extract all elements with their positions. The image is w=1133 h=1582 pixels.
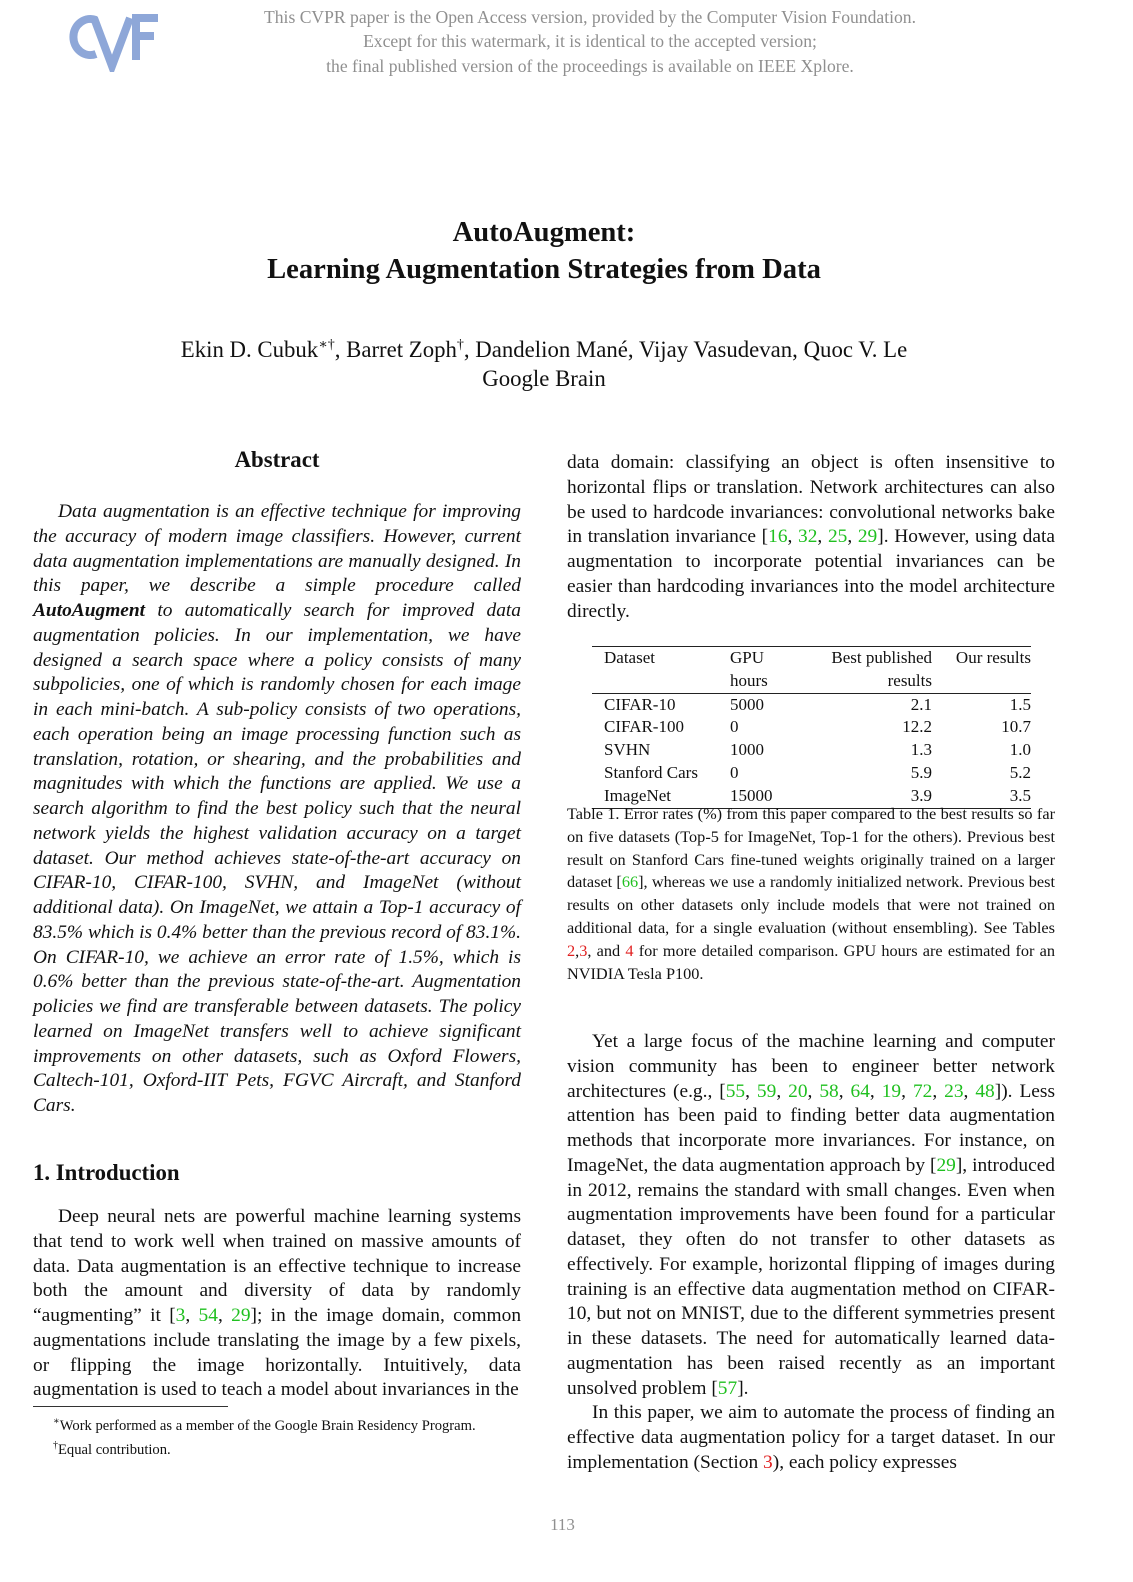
section-ref-link[interactable]: 3 (763, 1451, 773, 1473)
paragraph-text: ], introduced in 2012, remains the standard with small changes. Even when augmentation improvements have been found for a particular dataset, they often do not transfer to other datasets as effectively. For example, horizontal flipping of images during training is an effective data augmentation method on CIFAR-10, but not on MNIST, due to the different symmetries present in these datasets. The need for automatically learned data-augmentation has been raised recently as an important unsolved problem [ (567, 1154, 1056, 1399)
citation-link[interactable]: 29 (857, 526, 878, 548)
column-header: results (790, 670, 932, 693)
citation-link[interactable]: 48 (975, 1080, 995, 1102)
citation-link[interactable]: 57 (717, 1377, 738, 1399)
citation-link[interactable]: 29 (936, 1154, 956, 1176)
abstract-text-part: Data augmentation is an effective technique for improving the accuracy of modern image classifiers. However, current data augmentation implementations are manually designed. In this paper, we describe a simple procedure called (33, 501, 521, 597)
footnote-text: Work performed as a member of the Google Brain Residency Program. (59, 1417, 476, 1434)
citation-link[interactable]: 16 (768, 526, 788, 548)
table-cell: ImageNet (592, 785, 718, 808)
author-mark: ∗† (318, 337, 335, 353)
table-cell: 12.2 (902, 717, 932, 737)
column-header: Our results (932, 647, 1031, 670)
table-cell: SVHN (604, 740, 651, 760)
paper-title (0, 214, 1088, 288)
paragraph-text: Yet a large focus of the machine learning and computer vision community has been to engineer better network architectures (e.g., [ (567, 1031, 1055, 1102)
table-cell: 1.0 (1009, 740, 1031, 760)
section-heading-introduction: 1. Introduction (33, 1160, 180, 1185)
title-line: AutoAugment: (452, 217, 636, 248)
watermark-line: Except for this watermark, it is identical to the accepted version; (363, 31, 817, 52)
author-separator: , (334, 337, 347, 362)
author-block (0, 335, 1088, 393)
right-paragraph: data domain: classifying an object is often insensitive to horizontal flips or translation. Network architectures can also be used to hardcode invariances: convolutional networks bake in translation invariance [16, 32, 25, 29]. However, using data augmentation to incorporate potential invariances can be easier than hardcoding invariances into the model architecture directly. (567, 452, 1055, 622)
right-paragraph: Yet a large focus of the machine learning and computer vision community has been to engineer better network architectures (e.g., [55, 59, 20, 58, 64, 19, 72, 23, 48]). Less attention has been paid to finding better data augmentation methods that incorporate more invariances. For instance, on ImageNet, the data augmentation approach by [29], introduced in 2012, remains the standard with small changes. Even when augmentation improvements have been found for a particular dataset, they often do not transfer to other datasets as effectively. For example, horizontal flipping of images during training is an effective data augmentation method on CIFAR-10, but not on MNIST, due to the different symmetries present in these datasets. The need for automatically learned data-augmentation has been raised recently as an important unsolved problem [57]. (567, 1031, 1056, 1399)
table-cell: 10.7 (1001, 717, 1031, 737)
paragraph-text: Deep neural nets are powerful machine learning systems that tend to work well when trained on massive amounts of data. Data augmentation is an effective technique to increase both the amount and diversity of data by randomly “augmenting” it [ (33, 1206, 521, 1326)
author-names-rest: , Dandelion Mané, Vijay Vasudevan, Quoc V. Le (463, 337, 908, 362)
citation-link[interactable]: 58 (819, 1080, 839, 1102)
footnote (33, 1412, 521, 1436)
footnote-divider (33, 1406, 228, 1407)
table-ref-link[interactable]: 2 (567, 940, 576, 960)
table-header-row (592, 670, 1031, 693)
table-ref-link[interactable]: 4 (625, 940, 634, 960)
citation-link[interactable]: 20 (788, 1080, 808, 1102)
footnote (33, 1436, 521, 1460)
cvf-logo (66, 10, 160, 72)
author-list (0, 335, 1088, 364)
column-header: Best published (790, 647, 932, 670)
footnote-mark: ∗ (53, 1416, 60, 1427)
table-cell: 1.5 (1009, 694, 1031, 714)
author-name: Ekin D. Cubuk (180, 337, 319, 362)
table-row (592, 716, 1031, 739)
citation-link[interactable]: 59 (756, 1080, 777, 1102)
affiliation: Google Brain (482, 366, 606, 391)
paragraph-text: In this paper, we aim to automate the process of finding an effective data augmentation policy for a target dataset. In our implementation (Section (567, 1402, 1055, 1473)
table-caption (567, 803, 1055, 985)
caption-text: Table 1. Error rates (%) from this paper compared to the best results so far on five datasets (Top-5 for ImageNet, Top-1 for the others). Previous best result on Stanford Cars fine-tuned weights originally trained on a larger dataset [ (567, 804, 1055, 892)
citation-link[interactable]: 32 (798, 526, 818, 548)
citation-link[interactable]: 3 (175, 1305, 186, 1326)
table-row (592, 693, 1031, 716)
citation-link[interactable]: 19 (881, 1080, 902, 1102)
table-row (592, 739, 1031, 762)
method-name: AutoAugment (33, 600, 146, 621)
citation-link[interactable]: 23 (944, 1080, 964, 1102)
footnote-text: Equal contribution. (58, 1442, 171, 1459)
table-cell: 1.3 (910, 740, 932, 760)
caption-text: , and (587, 940, 626, 960)
author-name: Barret Zoph (346, 337, 457, 362)
table-ref-link[interactable]: 3 (579, 940, 588, 960)
table-cell: 0 (730, 717, 739, 737)
table-cell: 0 (730, 762, 739, 782)
column-header: GPU (718, 647, 790, 670)
citation-link[interactable]: 55 (725, 1080, 746, 1102)
results-table (592, 646, 1031, 809)
paragraph-text: ]; in the image domain, common augmentations include translating the image by a few pixels, or flipping the image horizontally. Intuitively, data augmentation is used to teach a model about invariances in the (33, 1305, 522, 1401)
right-paragraph (567, 1401, 1055, 1475)
paragraph-text: data domain: classifying an object is often insensitive to horizontal flips or translation. Network architectures can also be used to hardcode invariances: convolutional networks bake in translation invariance [ (567, 452, 1055, 548)
column-header (592, 670, 718, 693)
paragraph-text: ]. However, using data augmentation to incorporate potential invariances can be easier than hardcoding invariances into the model architecture directly. (567, 526, 1055, 622)
watermark-line: This CVPR paper is the Open Access version, provided by the Computer Vision Foundation. (264, 7, 916, 27)
abstract-heading: Abstract (234, 447, 320, 472)
table-cell: 5000 (730, 694, 764, 714)
paragraph-text: ]). Less attention has been paid to finding better data augmentation methods that incorporate more invariances. For instance, on ImageNet, the data augmentation approach by [ (567, 1080, 1055, 1176)
abstract-text (33, 500, 521, 1119)
citation-link[interactable]: 72 (912, 1080, 933, 1102)
table-cell: 5.2 (1009, 762, 1031, 782)
paragraph-text: ), each policy expresses (772, 1451, 957, 1473)
caption-text: ], whereas we use a randomly initialized network. Previous best results on other datasets only include models that were not trained on additional data, for a single evaluation (without ensembling). See Tables (567, 872, 1055, 937)
table-cell: CIFAR-10 (604, 694, 676, 714)
intro-paragraph: Deep neural nets are powerful machine learning systems that tend to work well when trained on massive amounts of data. Data augmentation is an effective technique to increase both the amount and diversity of data by randomly “augmenting” it [3, 54, 29]; in the image domain, common augmentations include translating the image by a few pixels, or flipping the image horizontally. Intuitively, data augmentation is used to teach a model about invariances in the (33, 1206, 522, 1401)
author-mark: † (456, 337, 464, 353)
paragraph-text: ]. (737, 1377, 749, 1399)
table-cell: 5.9 (910, 762, 932, 782)
open-access-watermark (210, 5, 970, 78)
column-header: hours (718, 670, 790, 693)
table-cell: 3.5 (932, 785, 1031, 808)
table-cell: CIFAR-100 (604, 717, 684, 737)
table-cell: 1000 (730, 740, 764, 760)
caption-text: for more detailed comparison. GPU hours are estimated for an NVIDIA Tesla P100. (567, 940, 1056, 983)
page-number: 113 (550, 1515, 575, 1534)
column-header (932, 670, 1031, 693)
column-header: Dataset (592, 647, 718, 670)
footnotes (33, 1412, 521, 1461)
footnote-mark: † (53, 1440, 58, 1452)
citation-link[interactable]: 29 (231, 1305, 251, 1326)
table-row (592, 762, 1031, 785)
watermark-line: the final published version of the proceedings is available on IEEE Xplore. (326, 55, 854, 76)
right-text-block (567, 1030, 1055, 1476)
abstract-text-part: to automatically search for improved data augmentation policies. In our implementation, we have designed a search space where a policy consists of many subpolicies, one of which is randomly chosen for each image in each mini-batch. A sub-policy consists of two operations, each operation being an image processing function such as translation, rotation, or shearing, and the probabilities and magnitudes with which the functions are applied. We use a search algorithm to find the best policy such that the neural network yields the highest validation accuracy on a target dataset. Our method achieves state-of-the-art accuracy on CIFAR-10, CIFAR-100, SVHN, and ImageNet (without additional data). On ImageNet, we attain a Top-1 accuracy of 83.5% which is 0.4% better than the previous record of 83.1%. On CIFAR-10, we achieve an error rate of 1.5%, which is 0.6% better than the previous state-of-the-art. Augmentation policies we find are transferable between datasets. The policy learned on ImageNet transfers well to achieve significant improvements on other datasets, such as Oxford Flowers, Caltech-101, Oxford-IIT Pets, FGVC Aircraft, and Stanford Cars. (33, 600, 521, 1116)
citation-link[interactable]: 54 (198, 1305, 218, 1326)
citation-link[interactable]: 66 (621, 872, 639, 892)
caption-text: , (575, 940, 580, 960)
table-cell: 15000 (718, 785, 790, 808)
table-cell: Stanford Cars (604, 762, 698, 782)
title-line: Learning Augmentation Strategies from Data (267, 254, 821, 285)
table-cell: 2.1 (910, 694, 932, 714)
citation-link[interactable]: 25 (827, 526, 848, 548)
citation-link[interactable]: 64 (850, 1080, 870, 1102)
table-header-row (592, 647, 1031, 670)
table-cell: 3.9 (790, 785, 932, 808)
